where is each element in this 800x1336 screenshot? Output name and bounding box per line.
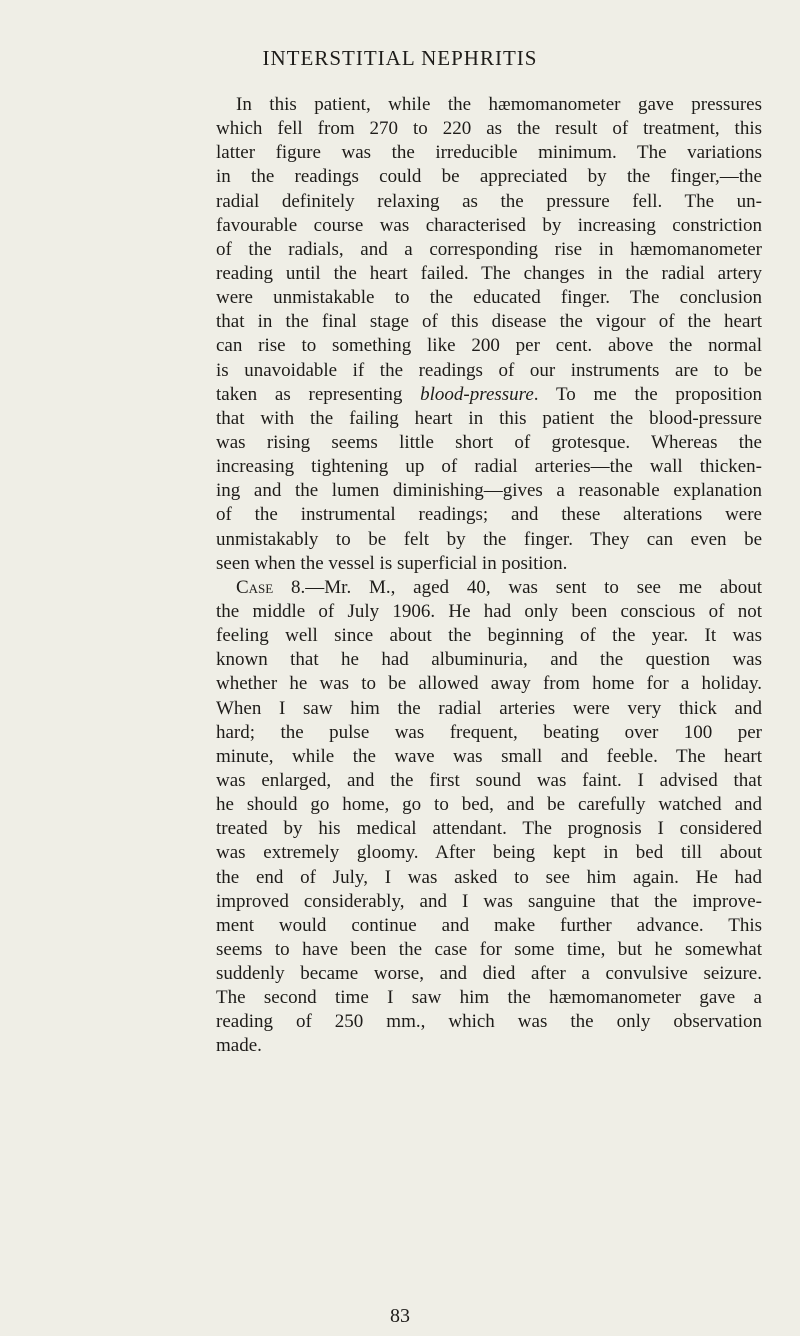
text-segment: 8.—Mr. M., aged 40, was sent to see me about xyxy=(273,576,762,598)
text-line xyxy=(216,383,762,407)
text-line: that in the final stage of this disease the vigour of the heart xyxy=(216,311,762,333)
text-line: of the instrumental readings; and these alterations were xyxy=(216,504,762,526)
text-line: was extremely gloomy. After being kept in bed till about xyxy=(216,842,762,864)
paragraph-2 xyxy=(216,576,762,1059)
text-line: The second time I saw him the hæmomanometer gave a xyxy=(216,987,762,1009)
case-label: Case xyxy=(236,576,274,598)
text-line: radial definitely relaxing as the pressure fell. The un- xyxy=(216,190,762,212)
text-line: latter figure was the irreducible minimum. The variations xyxy=(216,142,762,164)
paragraph-1 xyxy=(216,93,762,576)
text-line: the end of July, I was asked to see him again. He had xyxy=(216,866,762,888)
text-line: favourable course was characterised by increasing constriction xyxy=(216,214,762,236)
running-head: INTERSTITIAL NEPHRITIS xyxy=(262,46,538,70)
text-line: reading until the heart failed. The changes in the radial artery xyxy=(216,262,762,284)
text-line: unmistakably to be felt by the finger. They can even be xyxy=(216,528,762,550)
text-line: was enlarged, and the first sound was faint. I advised that xyxy=(216,769,762,791)
text-line: that with the failing heart in this patient the blood-pressure xyxy=(216,407,762,429)
text-line: hard; the pulse was frequent, beating over 100 per xyxy=(216,721,762,743)
text-line: he should go home, go to bed, and be carefully watched and xyxy=(216,794,762,816)
text-line: in the readings could be appreciated by the finger,—the xyxy=(216,166,762,188)
page-number: 83 xyxy=(390,1305,410,1327)
text-line: suddenly became worse, and died after a convulsive seizure. xyxy=(216,963,762,985)
text-line xyxy=(216,576,762,600)
italic-term: blood-pressure xyxy=(420,383,534,405)
text-line: When I saw him the radial arteries were very thick and xyxy=(216,697,762,719)
text-segment: taken as representing xyxy=(216,383,421,405)
text-line: feeling well since about the beginning of the year. It was xyxy=(216,625,762,647)
body-text xyxy=(216,93,762,1059)
text-line: ing and the lumen diminishing—gives a reasonable explanation xyxy=(216,480,762,502)
text-line: was rising seems little short of grotesque. Whereas the xyxy=(216,431,762,453)
text-line: of the radials, and a corresponding rise in hæmomanometer xyxy=(216,238,762,260)
text-line: reading of 250 mm., which was the only observation xyxy=(216,1011,762,1033)
text-line: which fell from 270 to 220 as the result of treatment, this xyxy=(216,118,762,140)
text-segment: . To me the proposition xyxy=(533,383,762,405)
text-line: whether he was to be allowed away from home for a holiday. xyxy=(216,673,762,695)
text-line: can rise to something like 200 per cent. above the normal xyxy=(216,335,762,357)
text-line: the middle of July 1906. He had only been conscious of not xyxy=(216,600,762,622)
text-line: In this patient, while the hæmomanometer gave pressures xyxy=(236,94,762,115)
text-line: improved considerably, and I was sanguine that the improve- xyxy=(216,890,762,912)
text-line: minute, while the wave was small and feeble. The heart xyxy=(216,745,762,767)
text-line: ment would continue and make further advance. This xyxy=(216,914,762,936)
text-line: made. xyxy=(216,1035,262,1057)
text-line: seems to have been the case for some time, but he somewhat xyxy=(216,938,762,960)
text-line: is unavoidable if the readings of our instruments are to be xyxy=(216,359,762,381)
text-line: known that he had albuminuria, and the question was xyxy=(216,649,762,671)
text-line: treated by his medical attendant. The prognosis I considered xyxy=(216,818,762,840)
text-line: increasing tightening up of radial arteries—the wall thicken- xyxy=(216,456,762,478)
text-line: seen when the vessel is superficial in position. xyxy=(216,552,568,574)
text-line: were unmistakable to the educated finger. The conclusion xyxy=(216,287,762,309)
